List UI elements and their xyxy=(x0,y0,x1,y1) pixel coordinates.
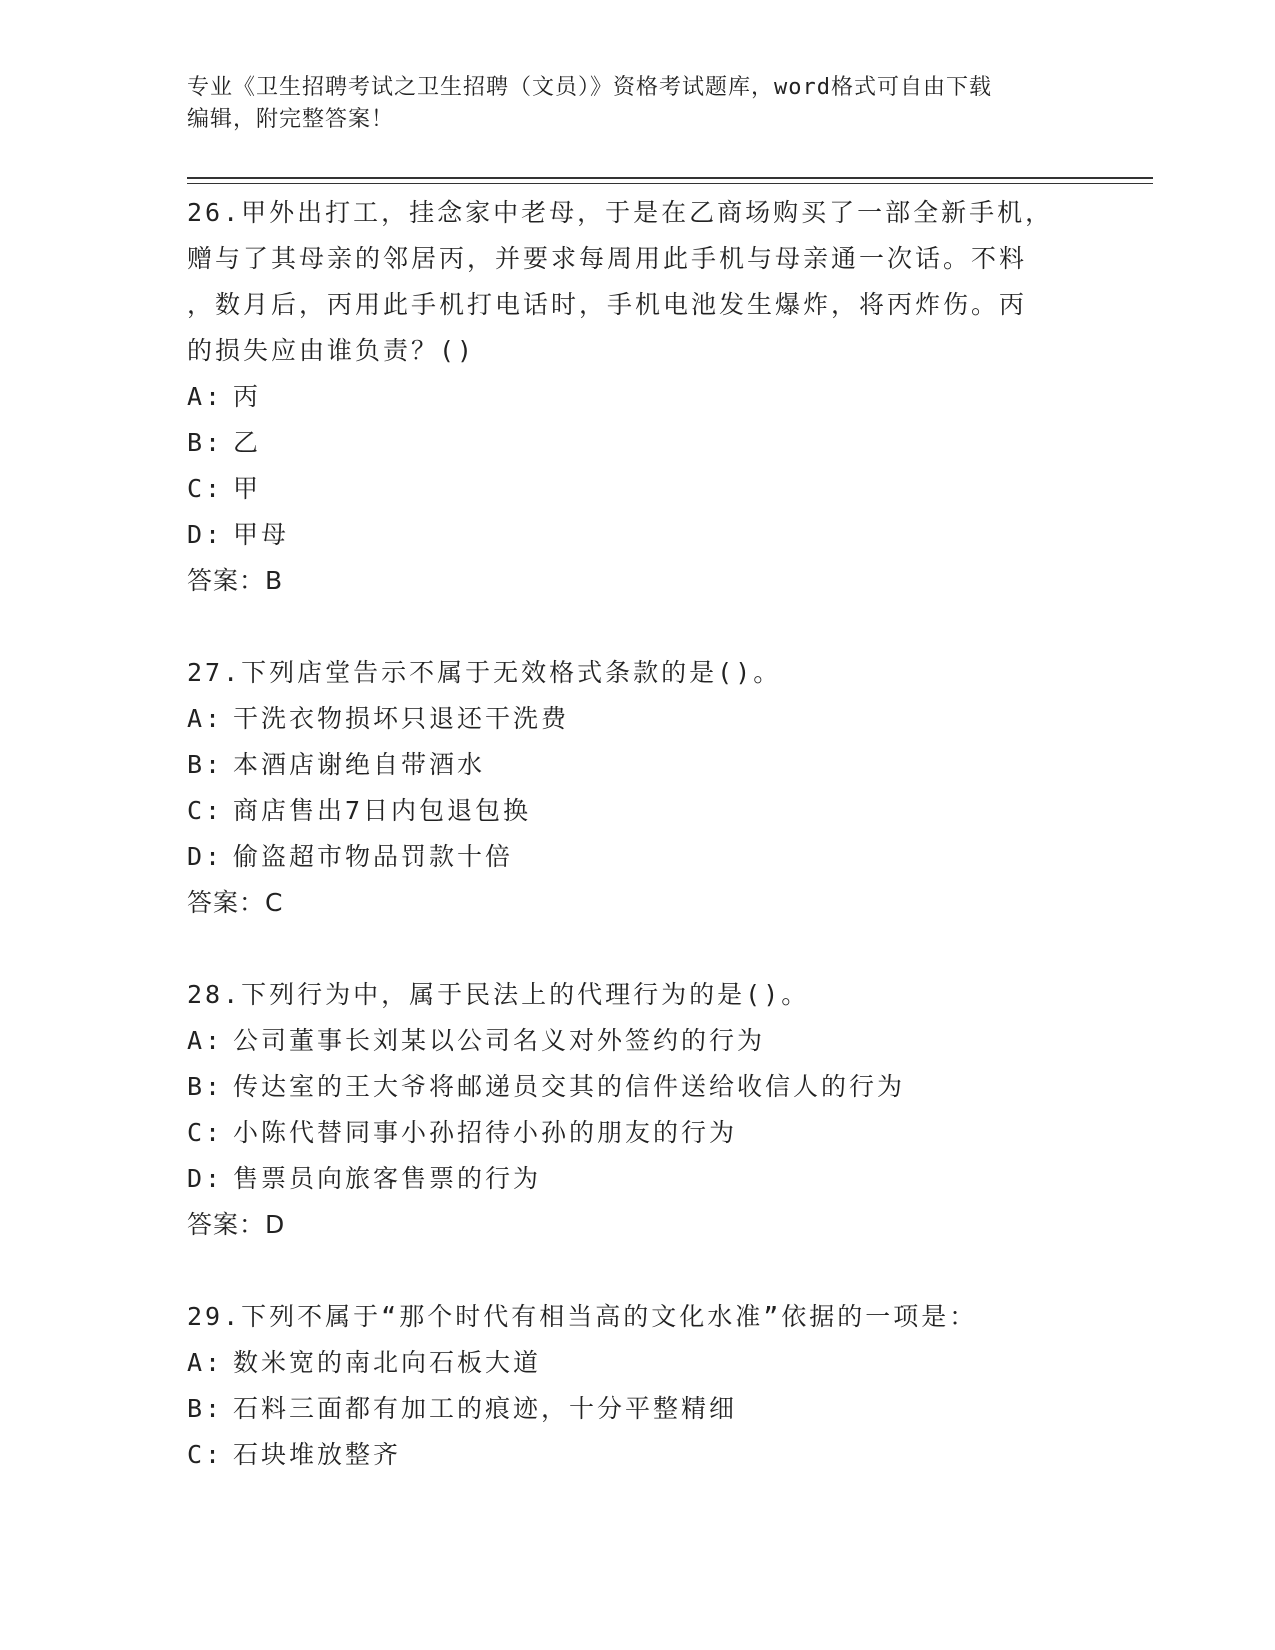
option-text: 石块堆放整齐 xyxy=(233,1440,402,1469)
answer-line: 答案：D xyxy=(187,1210,286,1239)
option-letter: A: xyxy=(187,704,224,733)
option-b xyxy=(187,1386,1087,1432)
option-letter: D: xyxy=(187,520,224,549)
option-text: 甲母 xyxy=(233,520,290,549)
question-stem-line: 29.下列不属于“那个时代有相当高的文化水准”依据的一项是： xyxy=(187,1302,978,1331)
option-d xyxy=(187,834,1087,880)
option-c xyxy=(187,788,1087,834)
option-letter: A: xyxy=(187,1348,224,1377)
option-a xyxy=(187,1340,1087,1386)
question-stem-line: 28.下列行为中，属于民法上的代理行为的是()。 xyxy=(187,980,810,1009)
header-line-2: 编辑，附完整答案！ xyxy=(187,107,395,132)
option-letter: D: xyxy=(187,842,224,871)
option-text: 本酒店谢绝自带酒水 xyxy=(233,750,486,779)
option-letter: B: xyxy=(187,1394,224,1423)
option-letter: B: xyxy=(187,428,224,457)
header-divider-thick xyxy=(187,177,1153,179)
option-text: 乙 xyxy=(233,428,262,457)
question-27 xyxy=(187,650,1087,926)
option-c xyxy=(187,466,1087,512)
answer-line: 答案：B xyxy=(187,566,284,595)
header-line-1: 专业《卫生招聘考试之卫生招聘（文员）》资格考试题库，word格式可自由下载 xyxy=(187,75,992,100)
option-a xyxy=(187,374,1087,420)
option-text: 数米宽的南北向石板大道 xyxy=(233,1348,542,1377)
option-text: 传达室的王大爷将邮递员交其的信件送给收信人的行为 xyxy=(233,1072,906,1101)
question-29 xyxy=(187,1294,1087,1478)
question-stem-line: 27.下列店堂告示不属于无效格式条款的是()。 xyxy=(187,658,782,687)
option-text: 干洗衣物损坏只退还干洗费 xyxy=(233,704,570,733)
option-d xyxy=(187,1156,1087,1202)
option-text: 丙 xyxy=(233,382,262,411)
option-text: 售票员向旅客售票的行为 xyxy=(233,1164,542,1193)
option-c xyxy=(187,1432,1087,1478)
question-stem-line: ，数月后，丙用此手机打电话时，手机电池发生爆炸，将丙炸伤。丙 xyxy=(187,290,1028,319)
question-stem-line: 赠与了其母亲的邻居丙，并要求每周用此手机与母亲通一次话。不料 xyxy=(187,244,1028,273)
option-text: 石料三面都有加工的痕迹，十分平整精细 xyxy=(233,1394,738,1423)
answer-line: 答案：C xyxy=(187,888,284,917)
option-text: 甲 xyxy=(233,474,262,503)
question-stem-line: 26.甲外出打工，挂念家中老母，于是在乙商场购买了一部全新手机， xyxy=(187,198,1054,227)
option-text: 商店售出7日内包退包换 xyxy=(233,796,532,825)
option-letter: B: xyxy=(187,750,224,779)
option-letter: D: xyxy=(187,1164,224,1193)
option-letter: B: xyxy=(187,1072,224,1101)
option-a xyxy=(187,696,1087,742)
option-letter: C: xyxy=(187,1118,224,1147)
option-letter: C: xyxy=(187,474,224,503)
option-text: 小陈代替同事小孙招待小孙的朋友的行为 xyxy=(233,1118,738,1147)
option-letter: C: xyxy=(187,1440,224,1469)
option-b xyxy=(187,420,1087,466)
option-letter: A: xyxy=(187,382,224,411)
option-b xyxy=(187,742,1087,788)
option-d xyxy=(187,512,1087,558)
option-b xyxy=(187,1064,1087,1110)
question-28 xyxy=(187,972,1087,1248)
option-letter: A: xyxy=(187,1026,224,1055)
question-26 xyxy=(187,190,1087,604)
option-text: 公司董事长刘某以公司名义对外签约的行为 xyxy=(233,1026,766,1055)
question-list xyxy=(187,190,1087,1524)
document-header xyxy=(187,72,1087,136)
header-divider-thin xyxy=(187,183,1153,184)
option-letter: C: xyxy=(187,796,224,825)
option-text: 偷盗超市物品罚款十倍 xyxy=(233,842,514,871)
question-stem-line: 的损失应由谁负责？() xyxy=(187,336,476,365)
option-a xyxy=(187,1018,1087,1064)
option-c xyxy=(187,1110,1087,1156)
